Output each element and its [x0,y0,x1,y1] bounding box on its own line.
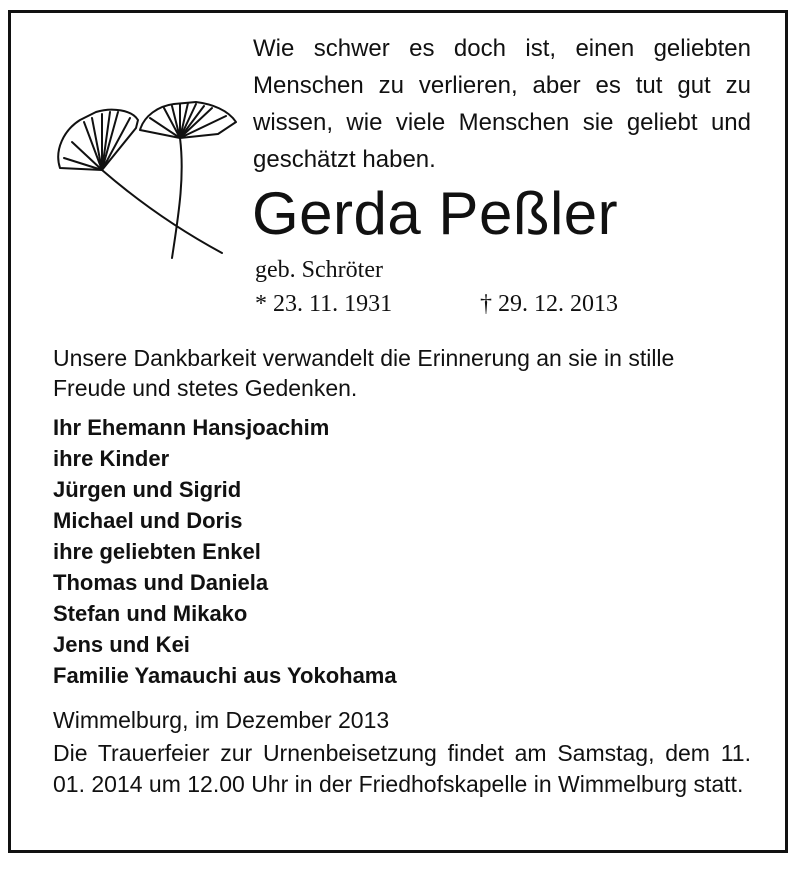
mourner-line: Michael und Doris [53,508,243,533]
quote-text: Wie schwer es doch ist, einen geliebten Menschen zu verlieren, aber es tut gut zu wissen, wie viele Menschen sie geliebt und geschätzt haben. [253,35,751,173]
gratitude-text: Unsere Dankbarkeit verwandelt die Erinnerung an sie in stille Freude und stetes Gedenken. [53,345,675,401]
mourner-line: Jürgen und Sigrid [53,477,242,502]
deceased-name: Gerda Peßler [252,180,619,247]
mourner-line: Jens und Kei [53,632,190,657]
ginkgo-leaves-icon [40,98,245,263]
death-date: † 29. 12. 2013 [480,291,618,317]
birth-date: * 23. 11. 1931 [255,291,393,317]
funeral-notice: Die Trauerfeier zur Urnenbeisetzung findet am Samstag, dem 11. 01. 2014 um 12.00 Uhr in der Friedhofskapelle in Wimmelburg statt. [53,740,751,797]
place-date: Wimmelburg, im Dezember 2013 [53,707,390,733]
maiden-name: geb. Schröter [255,257,383,283]
mourner-line: Stefan und Mikako [53,601,248,626]
mourner-line: ihre Kinder [53,446,170,471]
mourner-line: Ihr Ehemann Hansjoachim [53,415,330,440]
mourner-line: Thomas und Daniela [53,570,269,595]
mourners-list [53,412,397,691]
mourner-line: ihre geliebten Enkel [53,539,261,564]
mourner-line: Familie Yamauchi aus Yokohama [53,663,397,688]
